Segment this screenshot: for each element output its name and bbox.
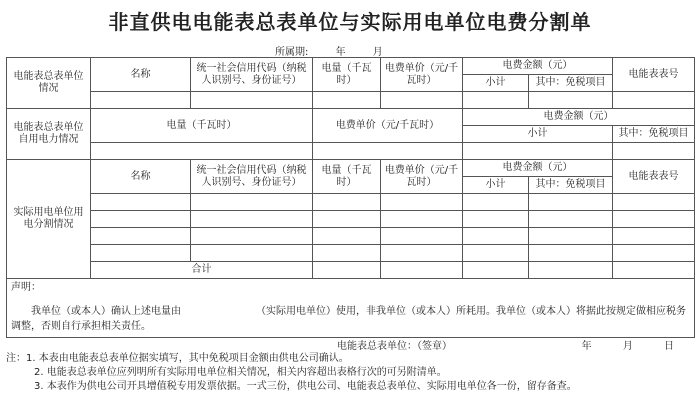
- sec1-input-cell[interactable]: [191, 92, 313, 109]
- sec3-input-cell[interactable]: [529, 245, 613, 262]
- sec3-input-cell[interactable]: [313, 211, 381, 228]
- sec1-unit-price-header: 电费单价（元/千瓦时）: [381, 58, 463, 92]
- sec1-input-cell[interactable]: [613, 92, 695, 109]
- sec1-credit-code-header: 统一社会信用代码（纳税人识别号、身份证号）: [191, 58, 313, 92]
- sec2-kwh-header: 电量（千瓦时）: [91, 109, 313, 143]
- sec3-input-cell[interactable]: [613, 245, 695, 262]
- sec1-kwh-header: 电量（千瓦时）: [313, 58, 381, 92]
- sec3-total-cell[interactable]: [613, 262, 695, 279]
- sec1-label: 电能表总表单位情况: [7, 58, 91, 109]
- sec3-input-cell[interactable]: [191, 194, 313, 211]
- statement-title: 声明：: [11, 282, 41, 293]
- note-line-2: 2. 电能表总表单位应列明所有实际用电单位相关情况，相关内容超出表格行次的可另附清单。: [34, 367, 447, 378]
- sec3-input-cell[interactable]: [381, 228, 463, 245]
- period-line: [275, 43, 387, 58]
- statement-body: 我单位（或本人）确认上述电量由 （实际用电单位）使用，非我单位（或本人）所耗用。我单位（或本人）将据此按规定做相应税务调整，否则自行承担相关责任。: [11, 306, 686, 332]
- sec3-input-cell[interactable]: [91, 245, 191, 262]
- sec3-input-cell[interactable]: [463, 245, 529, 262]
- sec3-input-cell[interactable]: [529, 228, 613, 245]
- sec3-meter-no-header: 电能表表号: [613, 160, 695, 194]
- sec3-input-cell[interactable]: [381, 245, 463, 262]
- sec3-data-row: [7, 245, 695, 262]
- sec1-amount-header: 电费金额（元）: [463, 58, 613, 75]
- page-title: 非直供电电能表总表单位与实际用电单位电费分割单: [108, 10, 592, 34]
- sec3-input-cell[interactable]: [613, 211, 695, 228]
- sec3-input-cell[interactable]: [381, 211, 463, 228]
- statement-box: [7, 279, 695, 352]
- statement-year: 年: [581, 341, 592, 352]
- sec1-input-cell[interactable]: [381, 92, 463, 109]
- statement-day: 日: [664, 341, 674, 352]
- sec1-input-cell[interactable]: [529, 92, 613, 109]
- sec1-name-header: 名称: [91, 58, 191, 92]
- sec2-amount-header: 电费金额（元）: [463, 109, 695, 126]
- sec3-total-cell[interactable]: [529, 262, 613, 279]
- statement-month: 月: [622, 341, 633, 352]
- sec1-input-cell[interactable]: [463, 92, 529, 109]
- sec3-input-cell[interactable]: [463, 228, 529, 245]
- sec3-total-cell[interactable]: [313, 262, 381, 279]
- sec3-data-row: [7, 211, 695, 228]
- statement-signature-label: 电能表总表单位：（签章）: [337, 341, 452, 352]
- sec3-input-cell[interactable]: [529, 211, 613, 228]
- sec3-credit-code-header: 统一社会信用代码（纳税人识别号、身份证号）: [191, 160, 313, 194]
- sec3-input-cell[interactable]: [91, 194, 191, 211]
- sec3-input-cell[interactable]: [191, 228, 313, 245]
- sec3-total-cell[interactable]: [463, 262, 529, 279]
- sec3-data-row: [7, 228, 695, 245]
- sec3-unit-price-header: 电费单价（元/千瓦时）: [381, 160, 463, 194]
- sec2-input-cell[interactable]: [91, 143, 313, 160]
- note-line-1: 注：1. 本表由电能表总表单位据实填写，其中免税项目金额由供电公司确认。: [6, 353, 349, 364]
- notes: [6, 352, 694, 394]
- sec2-label: 电能表总表单位自用电力情况: [7, 109, 91, 160]
- sec3-input-cell[interactable]: [313, 194, 381, 211]
- sec1-meter-no-header: 电能表表号: [613, 58, 695, 92]
- sec3-subtotal-header: 小计: [463, 177, 529, 194]
- sec2-input-cell[interactable]: [613, 143, 695, 160]
- sec2-unit-price-header: 电费单价（元/千瓦时）: [313, 109, 463, 143]
- split-form-table: [6, 57, 695, 352]
- sec2-tax-free-header: 其中：免税项目: [613, 126, 695, 143]
- sec2-input-cell[interactable]: [463, 143, 613, 160]
- sec3-tax-free-header: 其中：免税项目: [529, 177, 613, 194]
- sec3-input-cell[interactable]: [381, 194, 463, 211]
- period-month: 月: [372, 47, 383, 58]
- sec3-kwh-header: 电量（千瓦时）: [313, 160, 381, 194]
- sec3-name-header: 名称: [91, 160, 191, 194]
- sec1-input-cell[interactable]: [91, 92, 191, 109]
- sec3-total-row: [7, 262, 695, 279]
- sec3-input-cell[interactable]: [91, 228, 191, 245]
- period-year: 年: [335, 47, 346, 58]
- period-label: 所属期:: [275, 47, 309, 58]
- sec3-input-cell[interactable]: [313, 228, 381, 245]
- sec3-input-cell[interactable]: [613, 228, 695, 245]
- sec1-input-cell[interactable]: [313, 92, 381, 109]
- sec3-data-row: [7, 194, 695, 211]
- sec1-tax-free-header: 其中：免税项目: [529, 75, 613, 92]
- sec3-input-cell[interactable]: [463, 194, 529, 211]
- sec3-total-cell[interactable]: [381, 262, 463, 279]
- sec3-input-cell[interactable]: [313, 245, 381, 262]
- sec1-subtotal-header: 小计: [463, 75, 529, 92]
- sec2-subtotal-header: 小计: [463, 126, 613, 143]
- sec3-amount-header: 电费金额（元）: [463, 160, 613, 177]
- sec3-label: 实际用电单位用电分割情况: [7, 160, 91, 279]
- sec3-input-cell[interactable]: [191, 245, 313, 262]
- note-line-3: 3. 本表作为供电公司开具增值税专用发票依据。一式三份，供电公司、电能表总表单位、实际用电单位各一份，留存备查。: [34, 381, 577, 392]
- sec2-input-cell[interactable]: [313, 143, 463, 160]
- sec3-input-cell[interactable]: [463, 211, 529, 228]
- sec3-input-cell[interactable]: [191, 211, 313, 228]
- sec3-input-cell[interactable]: [91, 211, 191, 228]
- sec3-input-cell[interactable]: [613, 194, 695, 211]
- sec3-total-label: 合计: [91, 262, 313, 279]
- sec3-input-cell[interactable]: [529, 194, 613, 211]
